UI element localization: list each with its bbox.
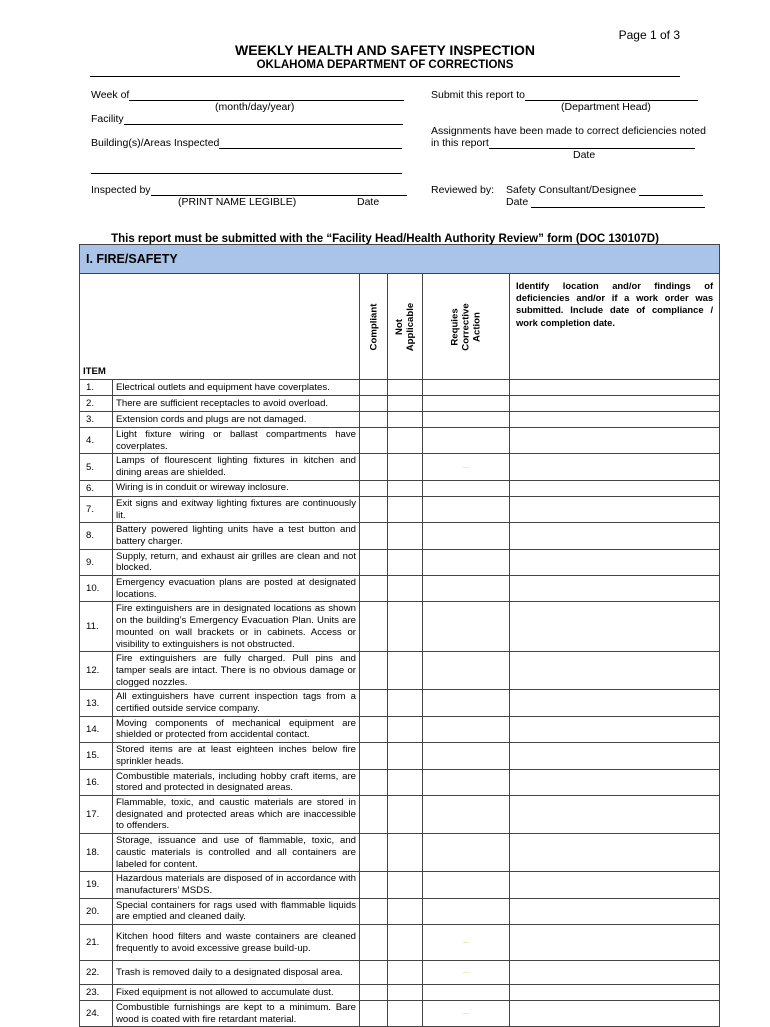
page-subtitle: OKLAHOMA DEPARTMENT OF CORRECTIONS [256,59,514,71]
item-description: Wiring is in conduit or wireway inclosure. [113,480,360,496]
week-of-label: Week of [91,89,130,101]
table-row [80,925,720,961]
findings-cell[interactable] [510,396,720,412]
page-title: WEEKLY HEALTH AND SAFETY INSPECTION [235,42,535,58]
item-description: Emergency evacuation plans are posted at designated locations. [113,576,360,602]
week-of-line[interactable] [129,89,404,101]
item-description: Special containers for rags used with flammable liquids are emptied and cleaned daily. [113,898,360,924]
month-day-year-label: (month/day/year) [215,101,295,113]
compliant-cell[interactable] [360,898,388,924]
compliant-cell[interactable] [360,480,388,496]
item-number: 21. [80,925,113,961]
findings-cell[interactable] [510,576,720,602]
section-header [80,245,720,274]
table-row [80,769,720,795]
requires-action-cell[interactable] [423,576,510,602]
item-number: 6. [80,480,113,496]
item-number: 24. [80,1001,113,1027]
compliant-cell[interactable] [360,834,388,872]
table-row [80,1001,720,1027]
submit-to-field[interactable] [431,89,698,101]
table-row [80,396,720,412]
not-applicable-cell[interactable] [388,576,423,602]
assignments-label: Assignments have been made to correct deficiencies noted [431,125,706,137]
not-applicable-column-header [388,274,423,380]
item-description: Fire extinguishers are fully charged. Pull pins and tamper seals are intact. There is no obvious damage or clogged nozzles. [113,652,360,690]
compliant-cell[interactable] [360,602,388,652]
findings-cell[interactable] [510,961,720,985]
requires-action-cell[interactable] [423,925,510,961]
assignments-date-label: Date [573,149,596,161]
compliant-cell[interactable] [360,985,388,1001]
requires-action-cell[interactable] [423,716,510,742]
findings-cell[interactable] [510,925,720,961]
requires-action-cell[interactable] [423,961,510,985]
findings-cell[interactable] [510,602,720,652]
compliant-cell[interactable] [360,769,388,795]
not-applicable-cell[interactable] [388,925,423,961]
item-number: 1. [80,380,113,396]
compliant-cell[interactable] [360,380,388,396]
not-applicable-cell[interactable] [388,795,423,833]
title-divider [90,76,680,77]
facility-label: Facility [91,113,124,125]
item-number: 2. [80,396,113,412]
compliant-cell[interactable] [360,743,388,769]
review-date-field[interactable] [506,196,705,208]
not-applicable-cell[interactable] [388,428,423,454]
item-description: Light fixture wiring or ballast compartments have coverplates. [113,428,360,454]
not-applicable-cell[interactable] [388,496,423,522]
item-description: Combustible furnishings are kept to a minimum. Bare wood is coated with fire retardant material. [113,1001,360,1027]
requires-action-cell[interactable] [423,496,510,522]
table-row [80,380,720,396]
item-number: 3. [80,412,113,428]
item-description: Lamps of flourescent lighting fixtures in kitchen and dining areas are shielded. [113,454,360,480]
requires-action-cell[interactable] [423,523,510,549]
table-row [80,795,720,833]
inspected-by-line[interactable] [151,184,407,196]
requires-action-cell[interactable] [423,602,510,652]
table-row [80,961,720,985]
findings-cell[interactable] [510,1001,720,1027]
requires-action-label: Requies Corrective Action [449,302,483,351]
item-number: 9. [80,549,113,575]
table-row [80,834,720,872]
compliant-cell[interactable] [360,496,388,522]
not-applicable-label: Not Applicable [393,302,416,351]
facility-field[interactable] [91,113,403,125]
not-applicable-cell[interactable] [388,1001,423,1027]
item-number: 5. [80,454,113,480]
week-of-field[interactable] [91,89,404,101]
item-number: 11. [80,602,113,652]
inspected-by-field[interactable] [91,184,407,196]
submit-to-label: Submit this report to [431,89,525,101]
item-column-header: ITEM [80,274,360,380]
facility-line[interactable] [124,113,403,125]
item-number: 18. [80,834,113,872]
requires-action-cell[interactable] [423,769,510,795]
item-number: 13. [80,690,113,716]
section-title: I. FIRE/SAFETY [80,245,720,274]
table-row [80,898,720,924]
item-description: Extension cords and plugs are not damaged. [113,412,360,428]
table-row [80,480,720,496]
item-description: Kitchen hood filters and waste containers are cleaned frequently to avoid excessive grease build-up. [113,925,360,961]
item-number: 20. [80,898,113,924]
compliant-cell[interactable] [360,716,388,742]
requires-action-cell[interactable] [423,549,510,575]
compliant-cell[interactable] [360,454,388,480]
not-applicable-cell[interactable] [388,872,423,898]
column-header-row [80,274,720,380]
table-row [80,549,720,575]
item-number: 23. [80,985,113,1001]
requires-action-cell[interactable] [423,652,510,690]
requires-action-cell[interactable] [423,898,510,924]
buildings-label: Building(s)/Areas Inspected [91,137,220,149]
safety-consultant-field[interactable] [506,184,703,196]
item-number: 8. [80,523,113,549]
requires-action-cell[interactable] [423,985,510,1001]
compliant-cell[interactable] [360,961,388,985]
findings-cell[interactable] [510,795,720,833]
not-applicable-cell[interactable] [388,523,423,549]
item-description: Supply, return, and exhaust air grilles are clean and not blocked. [113,549,360,575]
item-description: Battery powered lighting units have a test button and battery charger. [113,523,360,549]
requires-action-cell[interactable] [423,834,510,872]
table-row [80,412,720,428]
compliant-cell[interactable] [360,872,388,898]
requires-action-cell[interactable] [423,743,510,769]
item-description: Fixed equipment is not allowed to accumulate dust. [113,985,360,1001]
compliant-cell[interactable] [360,795,388,833]
findings-cell[interactable] [510,743,720,769]
findings-cell[interactable] [510,716,720,742]
table-row [80,743,720,769]
not-applicable-cell[interactable] [388,769,423,795]
not-applicable-cell[interactable] [388,716,423,742]
assignments-field[interactable] [431,137,695,149]
table-row [80,872,720,898]
findings-cell[interactable] [510,496,720,522]
review-date-line[interactable] [531,196,705,208]
faint-mark: — [462,1010,470,1018]
compliant-cell[interactable] [360,690,388,716]
faint-mark: — [462,969,470,977]
compliant-cell[interactable] [360,576,388,602]
compliant-cell[interactable] [360,925,388,961]
table-row [80,716,720,742]
not-applicable-cell[interactable] [388,396,423,412]
fire-safety-table [79,244,720,1027]
item-number: 10. [80,576,113,602]
item-number: 14. [80,716,113,742]
findings-cell[interactable] [510,769,720,795]
print-name-label: (PRINT NAME LEGIBLE) [178,196,297,208]
requires-action-cell[interactable] [423,1001,510,1027]
buildings-line-2[interactable] [91,173,402,174]
findings-cell[interactable] [510,690,720,716]
assignments-label-2: in this report [431,137,489,149]
table-row [80,690,720,716]
table-row [80,454,720,480]
findings-cell[interactable] [510,412,720,428]
findings-cell[interactable] [510,834,720,872]
inspected-date-label: Date [357,196,380,208]
item-number: 17. [80,795,113,833]
findings-cell[interactable] [510,872,720,898]
table-row [80,576,720,602]
not-applicable-cell[interactable] [388,690,423,716]
item-description: Storage, issuance and use of flammable, toxic, and caustic materials is controlled and all containers are labeled for content. [113,834,360,872]
table-row [80,985,720,1001]
item-description: Flammable, toxic, and caustic materials are stored in designated and protected areas which are inaccessible to offenders. [113,795,360,833]
compliant-cell[interactable] [360,428,388,454]
item-description: Moving components of mechanical equipment are shielded or protected from accidental contact. [113,716,360,742]
not-applicable-cell[interactable] [388,602,423,652]
not-applicable-cell[interactable] [388,898,423,924]
requires-action-cell[interactable] [423,380,510,396]
compliant-cell[interactable] [360,412,388,428]
not-applicable-cell[interactable] [388,480,423,496]
inspected-by-label: Inspected by [91,184,151,196]
findings-cell[interactable] [510,480,720,496]
table-row [80,523,720,549]
requires-action-cell[interactable] [423,412,510,428]
page-number: Page 1 of 3 [618,28,680,42]
findings-cell[interactable] [510,523,720,549]
item-number: 22. [80,961,113,985]
item-number: 7. [80,496,113,522]
item-description: Trash is removed daily to a designated disposal area. [113,961,360,985]
not-applicable-cell[interactable] [388,454,423,480]
compliant-cell[interactable] [360,549,388,575]
findings-cell[interactable] [510,898,720,924]
item-description: Hazardous materials are disposed of in accordance with manufacturers’ MSDS. [113,872,360,898]
table-row [80,428,720,454]
compliant-cell[interactable] [360,396,388,412]
findings-cell[interactable] [510,549,720,575]
table-row [80,602,720,652]
requires-action-column-header [423,274,510,380]
submit-to-line[interactable] [525,89,698,101]
faint-mark: — [462,939,470,947]
buildings-field[interactable] [91,137,402,149]
reviewed-by-label: Reviewed by: [431,184,495,196]
item-number: 12. [80,652,113,690]
requires-action-cell[interactable] [423,795,510,833]
not-applicable-cell[interactable] [388,834,423,872]
compliant-label: Compliant [367,303,379,350]
item-description: Exit signs and exitway lighting fixtures are continuously lit. [113,496,360,522]
item-description: There are sufficient receptacles to avoid overload. [113,396,360,412]
dept-head-label: (Department Head) [561,101,651,113]
findings-cell[interactable] [510,652,720,690]
not-applicable-cell[interactable] [388,985,423,1001]
item-description: All extinguishers have current inspection tags from a certified outside service company. [113,690,360,716]
review-date-label: Date [506,196,529,208]
requires-action-cell[interactable] [423,690,510,716]
compliant-cell[interactable] [360,1001,388,1027]
requires-action-cell[interactable] [423,454,510,480]
not-applicable-cell[interactable] [388,549,423,575]
requires-action-cell[interactable] [423,872,510,898]
faint-mark: — [462,463,470,471]
findings-cell[interactable] [510,985,720,1001]
item-number: 4. [80,428,113,454]
not-applicable-cell[interactable] [388,412,423,428]
assignments-line[interactable] [489,137,695,149]
compliant-cell[interactable] [360,523,388,549]
item-number: 19. [80,872,113,898]
safety-consultant-line[interactable] [639,184,703,196]
requires-action-cell[interactable] [423,428,510,454]
item-description: Electrical outlets and equipment have coverplates. [113,380,360,396]
findings-cell[interactable] [510,454,720,480]
compliant-column-header [360,274,388,380]
not-applicable-cell[interactable] [388,652,423,690]
not-applicable-cell[interactable] [388,380,423,396]
findings-cell[interactable] [510,380,720,396]
requires-action-cell[interactable] [423,480,510,496]
item-number: 15. [80,743,113,769]
not-applicable-cell[interactable] [388,743,423,769]
item-description: Stored items are at least eighteen inches below fire sprinkler heads. [113,743,360,769]
safety-consultant-label: Safety Consultant/Designee [506,184,637,196]
submission-note: This report must be submitted with the “Facility Head/Health Authority Review” form (DOC 130107D) [111,233,659,245]
findings-column-header: Identify location and/or findings of deficiencies and/or if a work order was submitted. Include date of compliance / work completion date. [510,274,720,380]
findings-cell[interactable] [510,428,720,454]
buildings-line[interactable] [219,137,402,149]
compliant-cell[interactable] [360,652,388,690]
item-description: Fire extinguishers are in designated locations as shown on the building’s Emergency Evacuation Plan. Units are mounted on wall brackets or in cabinets. Access or visibility to extinguishers is not obstructed. [113,602,360,652]
item-description: Combustible materials, including hobby craft items, are stored and protected in designated areas. [113,769,360,795]
table-row [80,496,720,522]
table-row [80,652,720,690]
not-applicable-cell[interactable] [388,961,423,985]
requires-action-cell[interactable] [423,396,510,412]
item-number: 16. [80,769,113,795]
